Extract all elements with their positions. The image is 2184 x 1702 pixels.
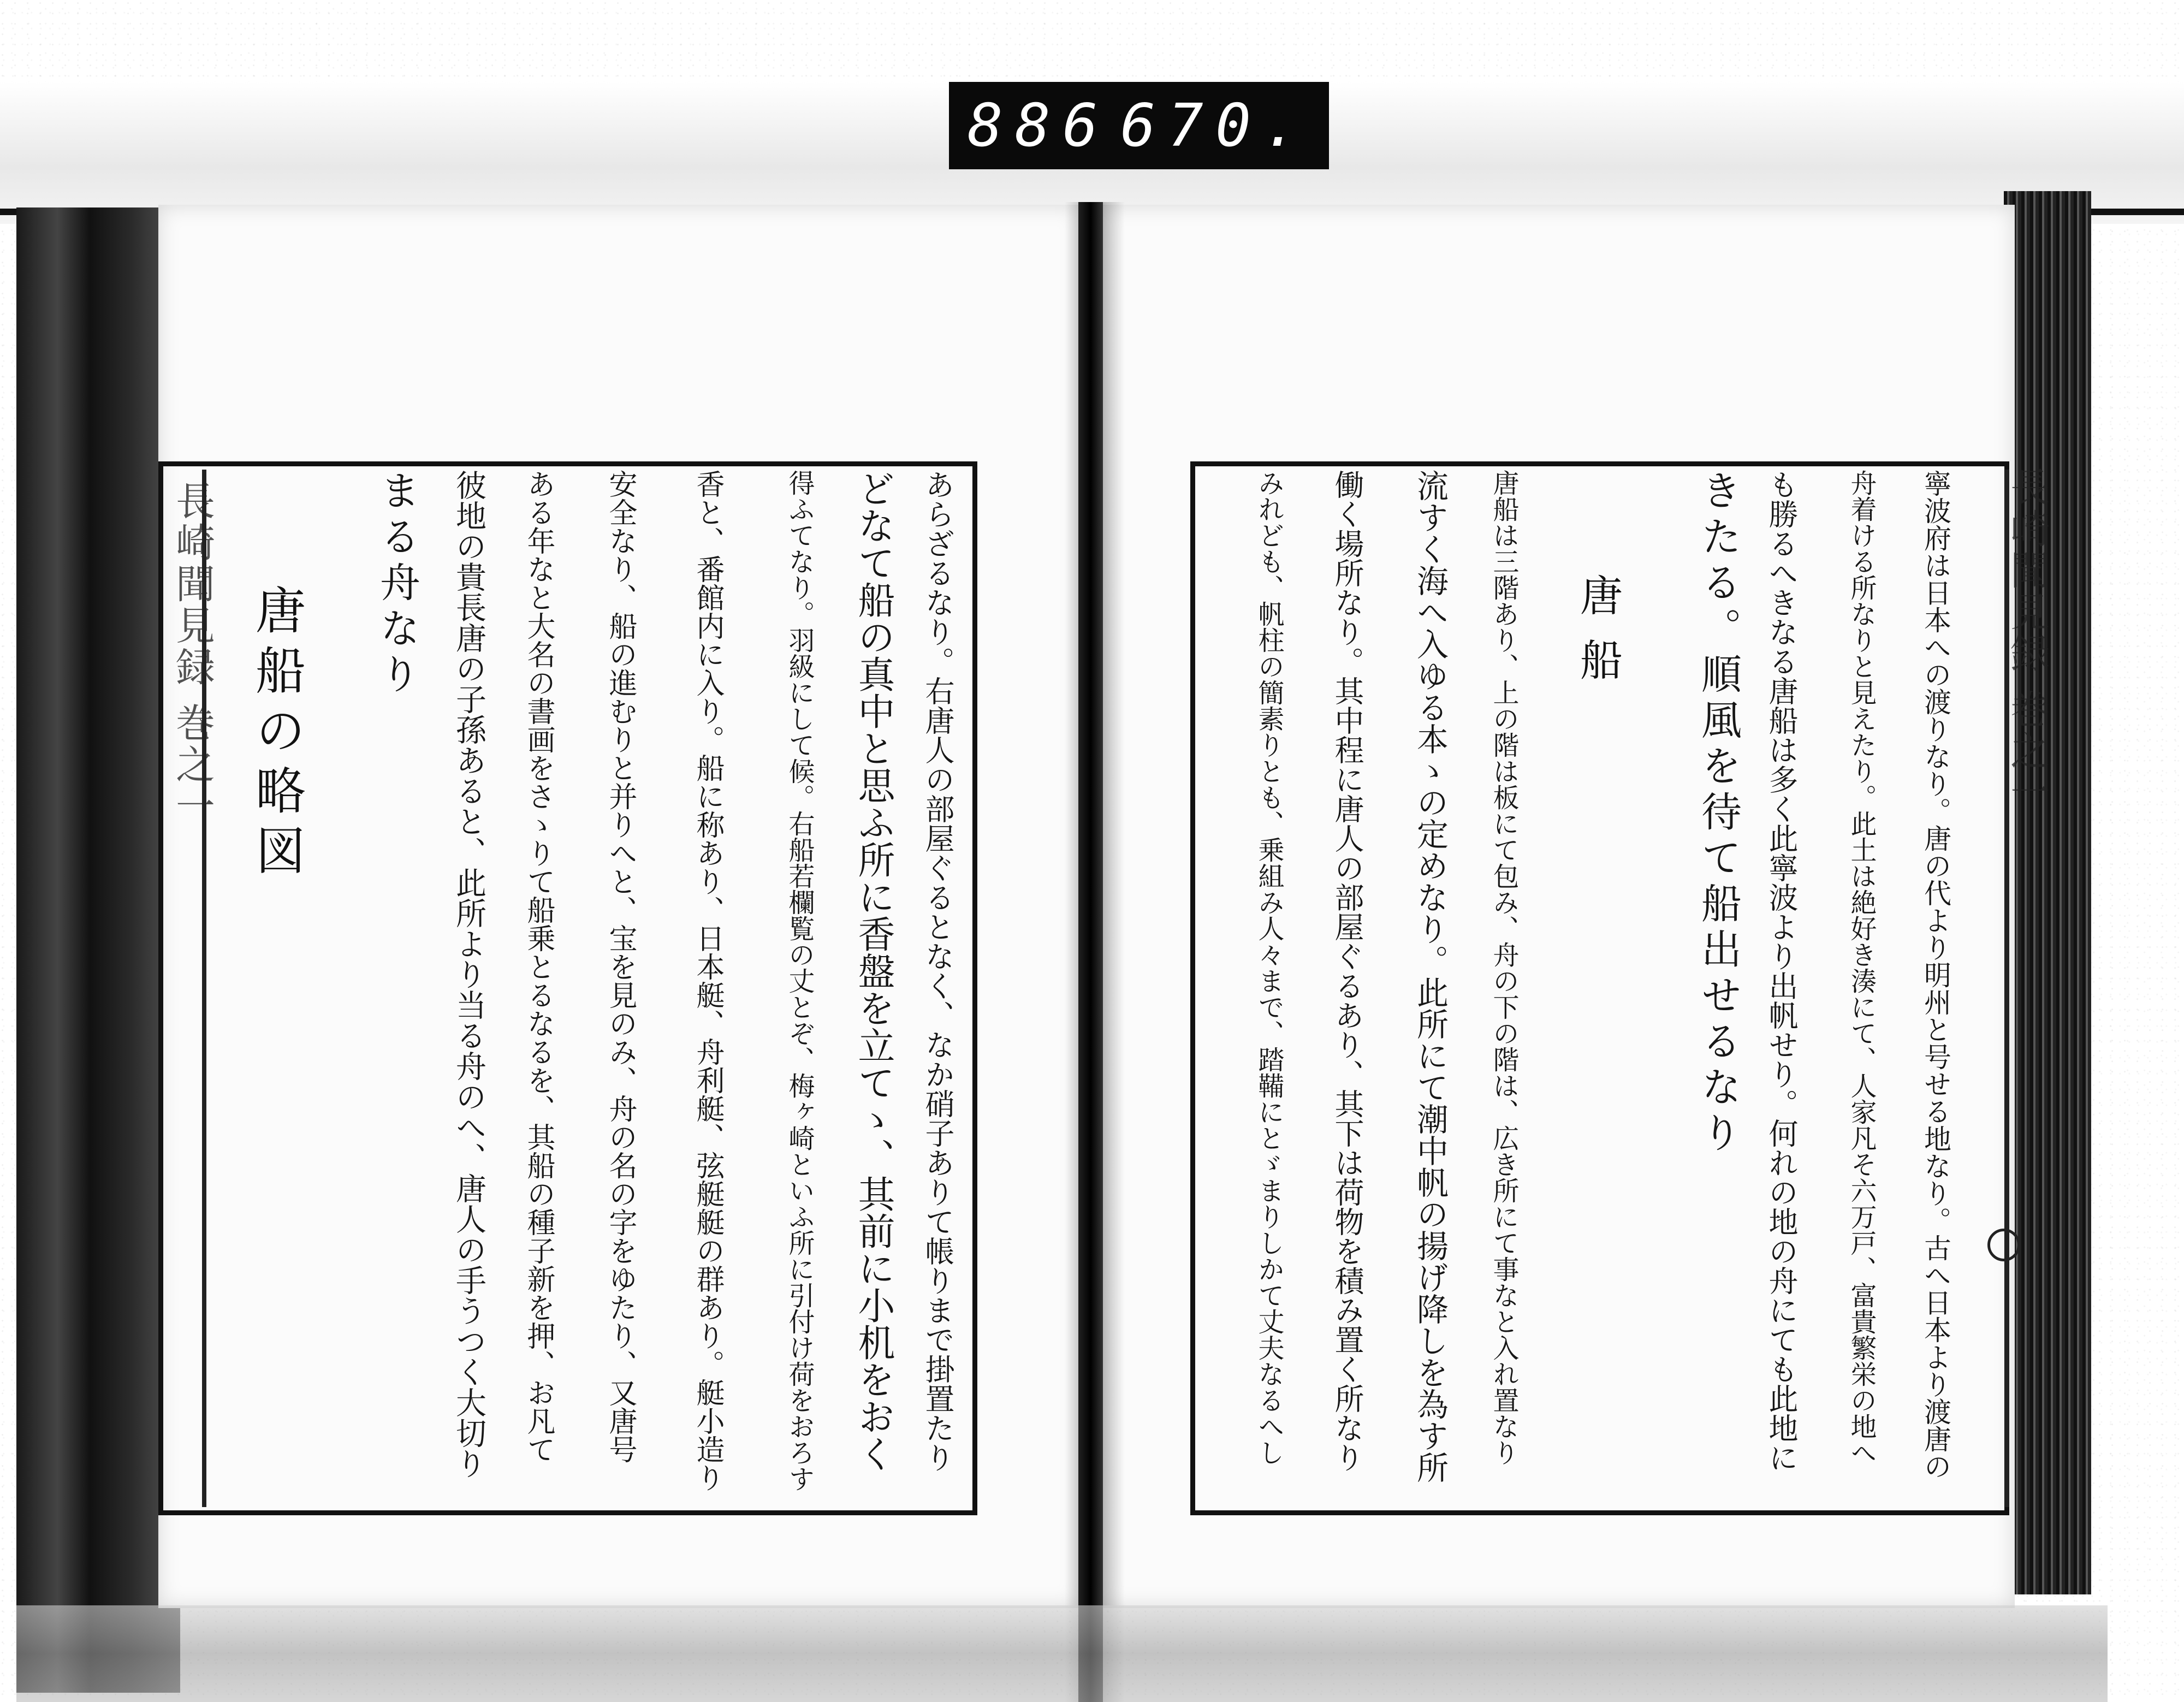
counter-left-number: 886 bbox=[968, 91, 1111, 160]
section-heading: 唐船 bbox=[1573, 573, 1622, 702]
left-text-column-8: まる舟なり bbox=[373, 470, 420, 699]
right-text-column-2: 舟着ける所なりと見えたり。此土は絶好き湊にて、人家凡そ六万戸、富貴繁栄の地へ bbox=[1846, 470, 1877, 1466]
right-text-column-4: きたる。順風を待て船出せるなり bbox=[1695, 470, 1742, 1158]
counter-right-number: 670. bbox=[1120, 91, 1310, 160]
left-text-column-1: あらざるなり。右唐人の部屋ぐるとなく、なか硝子ありて帳りまで掛置たり bbox=[921, 470, 955, 1472]
book-right-edge bbox=[2004, 191, 2091, 1594]
book-left-edge bbox=[16, 207, 180, 1693]
right-text-column-7: 働く場所なり。其中程に唐人の部屋ぐるあり、其下は荷物を積み置く所なり bbox=[1330, 470, 1364, 1472]
left-margin-title: 長崎聞見録 巻之一 bbox=[169, 481, 215, 827]
folio-ring-mark bbox=[1987, 1229, 2020, 1261]
right-text-column-6: 流すく海へ入ゆる本ゝの定めなり。此所にて潮中帆の揚げ降しを為す所 bbox=[1411, 470, 1449, 1483]
left-text-column-4: 香と、番館内に入り。船に称あり、日本艇、舟利艇、弦艇艇の群あり。艇小造り bbox=[691, 470, 724, 1492]
right-text-column-3: も勝るへきなる唐船は多く此寧波より出帆せり。何れの地の舟にても此地に bbox=[1764, 470, 1799, 1472]
right-margin-title: 長崎聞見録 巻之一 bbox=[2004, 467, 2050, 814]
left-text-column-7: 彼地の貴長唐の子孫あると、此所より当る舟のへ、唐人の手うつく大切り bbox=[451, 470, 486, 1479]
figure-caption: 唐船の略図 bbox=[247, 584, 306, 885]
book-gutter bbox=[1078, 202, 1103, 1702]
scan-bottom-shade bbox=[16, 1605, 2108, 1702]
frame-counter bbox=[949, 82, 1329, 169]
left-text-column-2: どなて船の真中と思ふ所に香盤を立てゝ、其前に小机をおく bbox=[852, 470, 895, 1472]
left-text-column-3: 得ふてなり。羽級にして候。右船若欄覧の丈とぞ、梅ヶ崎といふ所に引付け荷をおろす bbox=[784, 470, 815, 1492]
right-text-column-5: 唐船は三階あり、上の階は板にて包み、舟の下の階は、広き所にて事なと入れ置なり bbox=[1488, 470, 1519, 1466]
right-text-column-8: みれども、帆柱の簡素りとも、乗組み人々まで、踏鞴にとゞまりしかて丈夫なるへし bbox=[1254, 470, 1284, 1466]
left-text-column-6: ある年なと大名の書画をさゝりて船乗とるなるを、其船の種子新を押、お凡て bbox=[522, 470, 555, 1463]
right-text-column-1: 寧波府は日本への渡りなり。唐の代より明州と号せる地なり。古へ日本より渡唐の bbox=[1920, 470, 1951, 1480]
left-text-column-5: 安全なり、船の進むりと并りへと、宝を見のみ、舟の名の字をゆたり、又唐号 bbox=[604, 470, 637, 1463]
